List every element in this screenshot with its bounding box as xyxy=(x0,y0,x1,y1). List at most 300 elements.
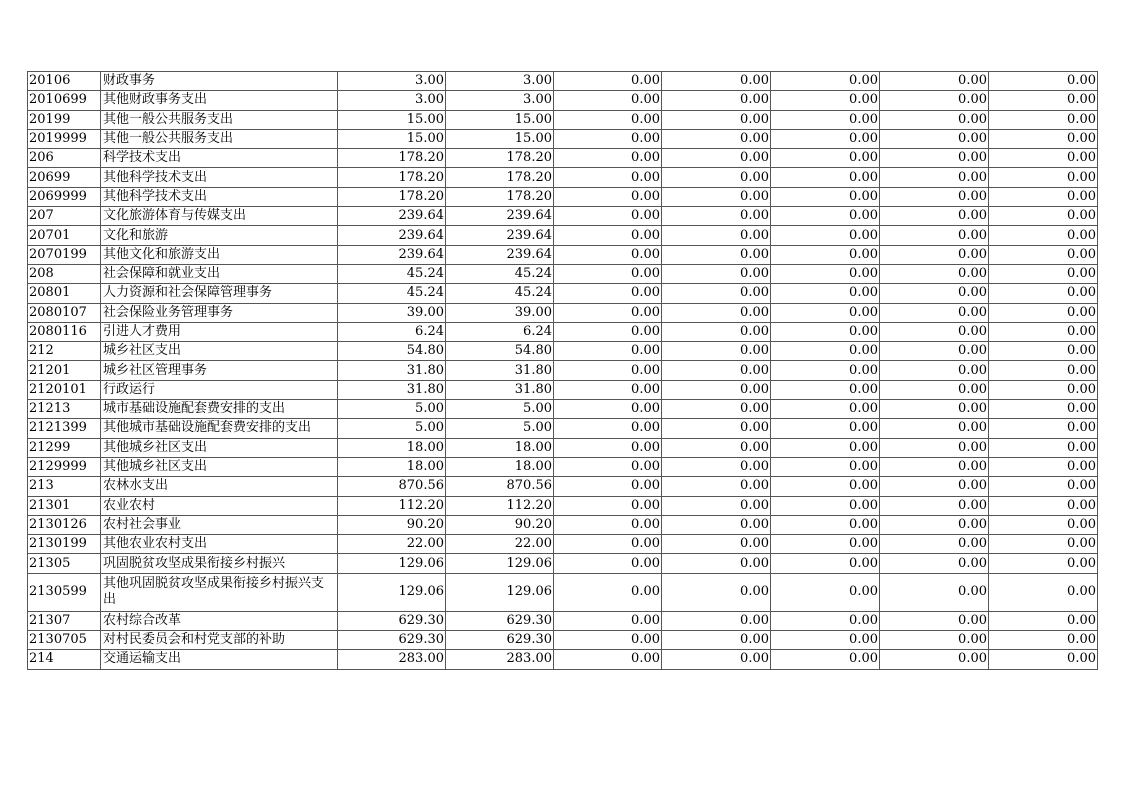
table-row xyxy=(28,631,1098,650)
amount-cell: 0.00 xyxy=(771,226,880,245)
amount-cell: 0.00 xyxy=(880,264,989,283)
amount-cell: 0.00 xyxy=(662,264,771,283)
amount-cell: 0.00 xyxy=(989,245,1098,264)
amount-cell: 0.00 xyxy=(880,477,989,496)
subject-code-cell: 212 xyxy=(28,342,101,361)
table-row xyxy=(28,438,1098,457)
amount-cell: 0.00 xyxy=(554,438,662,457)
subject-code-cell: 20701 xyxy=(28,226,101,245)
amount-cell: 0.00 xyxy=(880,535,989,554)
amount-cell: 0.00 xyxy=(554,361,662,380)
table-row xyxy=(28,91,1098,110)
amount-cell: 629.30 xyxy=(446,611,554,630)
subject-name-cell: 巩固脱贫攻坚成果衔接乡村振兴 xyxy=(101,554,338,573)
subject-code-cell: 2130199 xyxy=(28,535,101,554)
amount-cell: 0.00 xyxy=(880,303,989,322)
amount-cell: 18.00 xyxy=(446,457,554,476)
amount-cell: 5.00 xyxy=(338,400,446,419)
subject-code-cell: 21305 xyxy=(28,554,101,573)
amount-cell: 0.00 xyxy=(771,361,880,380)
amount-cell: 0.00 xyxy=(771,631,880,650)
table-row xyxy=(28,129,1098,148)
table-row xyxy=(28,457,1098,476)
amount-cell: 0.00 xyxy=(662,322,771,341)
amount-cell: 15.00 xyxy=(446,110,554,129)
amount-cell: 0.00 xyxy=(554,303,662,322)
amount-cell: 0.00 xyxy=(989,322,1098,341)
amount-cell: 0.00 xyxy=(989,496,1098,515)
table-row xyxy=(28,187,1098,206)
subject-name-cell: 其他科学技术支出 xyxy=(101,168,338,187)
table-body xyxy=(28,72,1098,670)
table-row xyxy=(28,284,1098,303)
table-row xyxy=(28,400,1098,419)
amount-cell: 283.00 xyxy=(338,650,446,669)
amount-cell: 0.00 xyxy=(880,91,989,110)
subject-name-cell: 社会保障和就业支出 xyxy=(101,264,338,283)
subject-name-cell: 其他城乡社区支出 xyxy=(101,438,338,457)
amount-cell: 0.00 xyxy=(662,535,771,554)
amount-cell: 0.00 xyxy=(880,554,989,573)
amount-cell: 0.00 xyxy=(989,149,1098,168)
amount-cell: 0.00 xyxy=(880,342,989,361)
amount-cell: 0.00 xyxy=(662,631,771,650)
amount-cell: 0.00 xyxy=(771,284,880,303)
subject-name-cell: 文化旅游体育与传媒支出 xyxy=(101,207,338,226)
amount-cell: 0.00 xyxy=(989,91,1098,110)
amount-cell: 0.00 xyxy=(989,129,1098,148)
amount-cell: 6.24 xyxy=(338,322,446,341)
subject-code-cell: 21299 xyxy=(28,438,101,457)
amount-cell: 0.00 xyxy=(554,380,662,399)
amount-cell: 0.00 xyxy=(554,342,662,361)
amount-cell: 0.00 xyxy=(880,187,989,206)
amount-cell: 178.20 xyxy=(446,149,554,168)
amount-cell: 3.00 xyxy=(338,91,446,110)
amount-cell: 0.00 xyxy=(989,207,1098,226)
amount-cell: 0.00 xyxy=(662,400,771,419)
subject-code-cell: 206 xyxy=(28,149,101,168)
amount-cell: 178.20 xyxy=(338,149,446,168)
amount-cell: 31.80 xyxy=(338,361,446,380)
amount-cell: 0.00 xyxy=(989,631,1098,650)
amount-cell: 0.00 xyxy=(880,226,989,245)
table-row xyxy=(28,361,1098,380)
amount-cell: 0.00 xyxy=(880,245,989,264)
subject-name-cell: 城市基础设施配套费安排的支出 xyxy=(101,400,338,419)
amount-cell: 870.56 xyxy=(338,477,446,496)
subject-name-cell: 其他科学技术支出 xyxy=(101,187,338,206)
amount-cell: 0.00 xyxy=(989,361,1098,380)
amount-cell: 0.00 xyxy=(554,631,662,650)
table-row xyxy=(28,342,1098,361)
amount-cell: 0.00 xyxy=(989,110,1098,129)
amount-cell: 0.00 xyxy=(989,457,1098,476)
amount-cell: 178.20 xyxy=(446,187,554,206)
subject-name-cell: 人力资源和社会保障管理事务 xyxy=(101,284,338,303)
subject-code-cell: 2130599 xyxy=(28,573,101,611)
subject-name-cell: 其他文化和旅游支出 xyxy=(101,245,338,264)
amount-cell: 0.00 xyxy=(880,496,989,515)
amount-cell: 0.00 xyxy=(880,631,989,650)
subject-code-cell: 207 xyxy=(28,207,101,226)
subject-name-cell: 其他一般公共服务支出 xyxy=(101,110,338,129)
subject-name-cell: 其他农业农村支出 xyxy=(101,535,338,554)
amount-cell: 0.00 xyxy=(771,611,880,630)
amount-cell: 0.00 xyxy=(554,322,662,341)
amount-cell: 0.00 xyxy=(554,207,662,226)
amount-cell: 18.00 xyxy=(338,438,446,457)
amount-cell: 0.00 xyxy=(554,284,662,303)
amount-cell: 0.00 xyxy=(554,129,662,148)
amount-cell: 0.00 xyxy=(880,650,989,669)
amount-cell: 0.00 xyxy=(880,207,989,226)
amount-cell: 0.00 xyxy=(989,650,1098,669)
amount-cell: 15.00 xyxy=(446,129,554,148)
amount-cell: 129.06 xyxy=(338,554,446,573)
amount-cell: 0.00 xyxy=(880,457,989,476)
subject-name-cell: 科学技术支出 xyxy=(101,149,338,168)
subject-code-cell: 21213 xyxy=(28,400,101,419)
amount-cell: 0.00 xyxy=(662,611,771,630)
subject-name-cell: 财政事务 xyxy=(101,72,338,91)
amount-cell: 0.00 xyxy=(880,168,989,187)
budget-table xyxy=(27,71,1098,670)
amount-cell: 0.00 xyxy=(880,284,989,303)
amount-cell: 0.00 xyxy=(771,72,880,91)
amount-cell: 0.00 xyxy=(771,322,880,341)
amount-cell: 0.00 xyxy=(989,264,1098,283)
amount-cell: 0.00 xyxy=(989,438,1098,457)
amount-cell: 3.00 xyxy=(446,91,554,110)
amount-cell: 0.00 xyxy=(554,554,662,573)
amount-cell: 0.00 xyxy=(554,226,662,245)
amount-cell: 45.24 xyxy=(446,284,554,303)
subject-name-cell: 农林水支出 xyxy=(101,477,338,496)
amount-cell: 0.00 xyxy=(880,438,989,457)
amount-cell: 129.06 xyxy=(338,573,446,611)
amount-cell: 0.00 xyxy=(989,187,1098,206)
amount-cell: 0.00 xyxy=(880,515,989,534)
subject-code-cell: 214 xyxy=(28,650,101,669)
amount-cell: 629.30 xyxy=(338,631,446,650)
amount-cell: 0.00 xyxy=(771,168,880,187)
amount-cell: 0.00 xyxy=(771,477,880,496)
amount-cell: 0.00 xyxy=(554,477,662,496)
amount-cell: 90.20 xyxy=(338,515,446,534)
subject-name-cell: 农村社会事业 xyxy=(101,515,338,534)
amount-cell: 0.00 xyxy=(771,554,880,573)
amount-cell: 0.00 xyxy=(989,554,1098,573)
amount-cell: 0.00 xyxy=(771,650,880,669)
amount-cell: 0.00 xyxy=(880,419,989,438)
amount-cell: 31.80 xyxy=(446,361,554,380)
table-row xyxy=(28,650,1098,669)
amount-cell: 5.00 xyxy=(446,419,554,438)
subject-code-cell: 213 xyxy=(28,477,101,496)
amount-cell: 6.24 xyxy=(446,322,554,341)
amount-cell: 5.00 xyxy=(446,400,554,419)
amount-cell: 15.00 xyxy=(338,110,446,129)
amount-cell: 0.00 xyxy=(662,303,771,322)
amount-cell: 0.00 xyxy=(662,573,771,611)
amount-cell: 239.64 xyxy=(338,226,446,245)
amount-cell: 283.00 xyxy=(446,650,554,669)
amount-cell: 0.00 xyxy=(554,515,662,534)
amount-cell: 0.00 xyxy=(880,110,989,129)
subject-name-cell: 引进人才费用 xyxy=(101,322,338,341)
amount-cell: 0.00 xyxy=(989,611,1098,630)
subject-name-cell: 行政运行 xyxy=(101,380,338,399)
amount-cell: 18.00 xyxy=(338,457,446,476)
amount-cell: 0.00 xyxy=(554,149,662,168)
amount-cell: 0.00 xyxy=(771,573,880,611)
amount-cell: 0.00 xyxy=(662,650,771,669)
amount-cell: 0.00 xyxy=(771,496,880,515)
amount-cell: 5.00 xyxy=(338,419,446,438)
table-row xyxy=(28,611,1098,630)
subject-code-cell: 21301 xyxy=(28,496,101,515)
subject-name-cell: 其他城市基础设施配套费安排的支出 xyxy=(101,419,338,438)
table-row xyxy=(28,264,1098,283)
subject-name-cell: 城乡社区管理事务 xyxy=(101,361,338,380)
amount-cell: 0.00 xyxy=(771,110,880,129)
amount-cell: 178.20 xyxy=(338,187,446,206)
subject-code-cell: 2121399 xyxy=(28,419,101,438)
amount-cell: 31.80 xyxy=(446,380,554,399)
table-row xyxy=(28,477,1098,496)
amount-cell: 0.00 xyxy=(771,129,880,148)
table-row xyxy=(28,303,1098,322)
table-row xyxy=(28,380,1098,399)
amount-cell: 0.00 xyxy=(989,419,1098,438)
amount-cell: 31.80 xyxy=(338,380,446,399)
amount-cell: 0.00 xyxy=(771,535,880,554)
subject-code-cell: 208 xyxy=(28,264,101,283)
amount-cell: 0.00 xyxy=(554,72,662,91)
amount-cell: 0.00 xyxy=(880,361,989,380)
subject-code-cell: 2070199 xyxy=(28,245,101,264)
subject-code-cell: 2120101 xyxy=(28,380,101,399)
amount-cell: 0.00 xyxy=(771,187,880,206)
amount-cell: 0.00 xyxy=(989,573,1098,611)
amount-cell: 0.00 xyxy=(554,400,662,419)
amount-cell: 0.00 xyxy=(662,91,771,110)
amount-cell: 0.00 xyxy=(662,187,771,206)
table-row xyxy=(28,573,1098,611)
amount-cell: 22.00 xyxy=(446,535,554,554)
amount-cell: 45.24 xyxy=(338,284,446,303)
amount-cell: 0.00 xyxy=(989,168,1098,187)
amount-cell: 870.56 xyxy=(446,477,554,496)
table-row xyxy=(28,72,1098,91)
amount-cell: 0.00 xyxy=(554,245,662,264)
amount-cell: 0.00 xyxy=(989,535,1098,554)
amount-cell: 22.00 xyxy=(338,535,446,554)
amount-cell: 178.20 xyxy=(446,168,554,187)
amount-cell: 0.00 xyxy=(554,573,662,611)
subject-code-cell: 2130705 xyxy=(28,631,101,650)
table-row xyxy=(28,554,1098,573)
amount-cell: 112.20 xyxy=(446,496,554,515)
amount-cell: 0.00 xyxy=(771,303,880,322)
amount-cell: 0.00 xyxy=(662,110,771,129)
amount-cell: 0.00 xyxy=(880,149,989,168)
amount-cell: 15.00 xyxy=(338,129,446,148)
amount-cell: 0.00 xyxy=(554,457,662,476)
table-row xyxy=(28,149,1098,168)
amount-cell: 3.00 xyxy=(338,72,446,91)
amount-cell: 0.00 xyxy=(989,515,1098,534)
subject-name-cell: 社会保险业务管理事务 xyxy=(101,303,338,322)
amount-cell: 0.00 xyxy=(662,245,771,264)
amount-cell: 0.00 xyxy=(771,419,880,438)
amount-cell: 39.00 xyxy=(446,303,554,322)
amount-cell: 0.00 xyxy=(554,650,662,669)
amount-cell: 0.00 xyxy=(771,515,880,534)
subject-name-cell: 其他城乡社区支出 xyxy=(101,457,338,476)
subject-code-cell: 2010699 xyxy=(28,91,101,110)
amount-cell: 0.00 xyxy=(989,342,1098,361)
amount-cell: 0.00 xyxy=(880,72,989,91)
amount-cell: 629.30 xyxy=(338,611,446,630)
amount-cell: 239.64 xyxy=(446,245,554,264)
amount-cell: 0.00 xyxy=(554,187,662,206)
subject-name-cell: 农业农村 xyxy=(101,496,338,515)
amount-cell: 90.20 xyxy=(446,515,554,534)
amount-cell: 0.00 xyxy=(554,264,662,283)
amount-cell: 0.00 xyxy=(771,91,880,110)
subject-code-cell: 20699 xyxy=(28,168,101,187)
table-row xyxy=(28,245,1098,264)
subject-code-cell: 2080116 xyxy=(28,322,101,341)
amount-cell: 178.20 xyxy=(338,168,446,187)
subject-code-cell: 21307 xyxy=(28,611,101,630)
amount-cell: 0.00 xyxy=(771,400,880,419)
amount-cell: 0.00 xyxy=(554,91,662,110)
subject-name-cell: 其他一般公共服务支出 xyxy=(101,129,338,148)
subject-code-cell: 20801 xyxy=(28,284,101,303)
amount-cell: 112.20 xyxy=(338,496,446,515)
amount-cell: 0.00 xyxy=(662,361,771,380)
amount-cell: 239.64 xyxy=(338,245,446,264)
table-row xyxy=(28,419,1098,438)
amount-cell: 0.00 xyxy=(662,72,771,91)
amount-cell: 0.00 xyxy=(662,496,771,515)
amount-cell: 0.00 xyxy=(771,457,880,476)
subject-name-cell: 文化和旅游 xyxy=(101,226,338,245)
amount-cell: 0.00 xyxy=(771,264,880,283)
table-row xyxy=(28,535,1098,554)
amount-cell: 0.00 xyxy=(771,207,880,226)
amount-cell: 54.80 xyxy=(338,342,446,361)
table-row xyxy=(28,207,1098,226)
subject-code-cell: 20199 xyxy=(28,110,101,129)
amount-cell: 0.00 xyxy=(880,611,989,630)
amount-cell: 18.00 xyxy=(446,438,554,457)
amount-cell: 0.00 xyxy=(554,419,662,438)
amount-cell: 0.00 xyxy=(662,149,771,168)
amount-cell: 45.24 xyxy=(446,264,554,283)
table-row xyxy=(28,110,1098,129)
amount-cell: 0.00 xyxy=(662,438,771,457)
subject-code-cell: 21201 xyxy=(28,361,101,380)
subject-name-cell: 对村民委员会和村党支部的补助 xyxy=(101,631,338,650)
amount-cell: 239.64 xyxy=(338,207,446,226)
subject-code-cell: 2069999 xyxy=(28,187,101,206)
amount-cell: 45.24 xyxy=(338,264,446,283)
amount-cell: 0.00 xyxy=(662,457,771,476)
subject-name-cell: 城乡社区支出 xyxy=(101,342,338,361)
amount-cell: 0.00 xyxy=(880,129,989,148)
amount-cell: 39.00 xyxy=(338,303,446,322)
amount-cell: 3.00 xyxy=(446,72,554,91)
amount-cell: 239.64 xyxy=(446,207,554,226)
amount-cell: 0.00 xyxy=(662,226,771,245)
amount-cell: 0.00 xyxy=(662,342,771,361)
subject-name-cell: 农村综合改革 xyxy=(101,611,338,630)
amount-cell: 0.00 xyxy=(662,515,771,534)
amount-cell: 0.00 xyxy=(989,400,1098,419)
amount-cell: 0.00 xyxy=(989,284,1098,303)
amount-cell: 0.00 xyxy=(662,207,771,226)
amount-cell: 0.00 xyxy=(554,496,662,515)
amount-cell: 0.00 xyxy=(554,611,662,630)
amount-cell: 0.00 xyxy=(771,342,880,361)
subject-name-cell: 交通运输支出 xyxy=(101,650,338,669)
table-row xyxy=(28,515,1098,534)
subject-name-cell: 其他财政事务支出 xyxy=(101,91,338,110)
amount-cell: 0.00 xyxy=(989,303,1098,322)
amount-cell: 0.00 xyxy=(880,573,989,611)
amount-cell: 129.06 xyxy=(446,573,554,611)
amount-cell: 0.00 xyxy=(662,129,771,148)
amount-cell: 0.00 xyxy=(989,477,1098,496)
amount-cell: 54.80 xyxy=(446,342,554,361)
amount-cell: 0.00 xyxy=(880,380,989,399)
amount-cell: 0.00 xyxy=(771,245,880,264)
table-row xyxy=(28,226,1098,245)
amount-cell: 0.00 xyxy=(771,380,880,399)
amount-cell: 0.00 xyxy=(662,168,771,187)
table-row xyxy=(28,496,1098,515)
amount-cell: 0.00 xyxy=(989,226,1098,245)
subject-code-cell: 2130126 xyxy=(28,515,101,534)
subject-code-cell: 2019999 xyxy=(28,129,101,148)
table-row xyxy=(28,322,1098,341)
amount-cell: 0.00 xyxy=(662,554,771,573)
amount-cell: 0.00 xyxy=(771,438,880,457)
amount-cell: 239.64 xyxy=(446,226,554,245)
amount-cell: 0.00 xyxy=(771,149,880,168)
amount-cell: 0.00 xyxy=(880,322,989,341)
amount-cell: 629.30 xyxy=(446,631,554,650)
amount-cell: 0.00 xyxy=(554,168,662,187)
subject-code-cell: 2129999 xyxy=(28,457,101,476)
amount-cell: 0.00 xyxy=(662,380,771,399)
amount-cell: 0.00 xyxy=(989,380,1098,399)
subject-name-cell: 其他巩固脱贫攻坚成果衔接乡村振兴支出 xyxy=(101,573,338,611)
amount-cell: 0.00 xyxy=(662,419,771,438)
amount-cell: 0.00 xyxy=(880,400,989,419)
subject-code-cell: 2080107 xyxy=(28,303,101,322)
amount-cell: 129.06 xyxy=(446,554,554,573)
amount-cell: 0.00 xyxy=(662,477,771,496)
amount-cell: 0.00 xyxy=(554,110,662,129)
amount-cell: 0.00 xyxy=(662,284,771,303)
amount-cell: 0.00 xyxy=(989,72,1098,91)
amount-cell: 0.00 xyxy=(554,535,662,554)
